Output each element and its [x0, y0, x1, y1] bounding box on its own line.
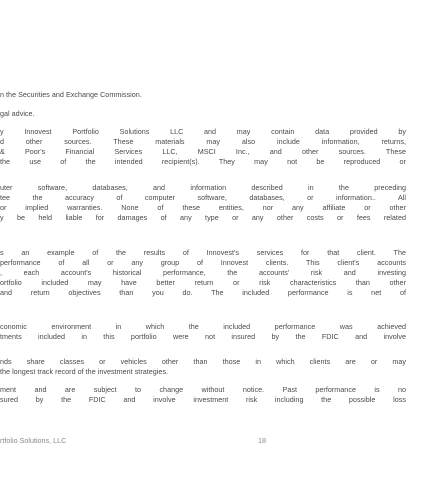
text-line: nds share classes or vehicles other than those in which clients are or may [0, 357, 406, 366]
text-line: uter software, databases, and information described in the preceding [0, 183, 406, 192]
text-line: y Innovest Portfolio Solutions LLC and may contain data provided by [0, 127, 406, 136]
text-line: tments included in this portfolio were not insured by the FDIC and involve [0, 332, 406, 341]
text-line: sured by the FDIC and involve investment risk including the possible loss [0, 395, 406, 404]
text-line: s an example of the results of Innovest's services for that client. The [0, 248, 406, 257]
text-line: gal advice. [0, 109, 35, 118]
text-line: ortfolio included may have better return or risk characteristics than other [0, 278, 406, 287]
text-line: and return objectives than you do. The included performance is net of [0, 288, 406, 297]
text-line: the longest track record of the investment strategies. [0, 367, 169, 376]
text-line: n the Securities and Exchange Commission. [0, 90, 142, 99]
text-line: ment and are subject to change without notice. Past performance is no [0, 385, 406, 394]
text-line: the use of the intended recipient(s). They may not be reproduced or [0, 157, 406, 166]
text-line: tee the accuracy of computer software, databases, or information.. All [0, 193, 406, 202]
text-line: or implied warranties. None of these entities, nor any affiliate or other [0, 203, 406, 212]
footer-company-name: rtfolio Solutions, LLC [0, 436, 67, 445]
text-line: d other sources. These materials may also include information, returns, [0, 137, 406, 146]
text-line: conomic environment in which the included performance was achieved [0, 322, 406, 331]
footer-page-number: 18 [258, 436, 266, 445]
text-line: performance of all or any group of Innovest clients. This client's accounts [0, 258, 406, 267]
text-line: & Poor's Financial Services LLC, MSCI Inc., and other sources. These [0, 147, 406, 156]
text-line: , each account's historical performance, the accounts' risk and investing [0, 268, 406, 277]
text-line: y be held liable for damages of any type or any other costs or fees related [0, 213, 406, 222]
